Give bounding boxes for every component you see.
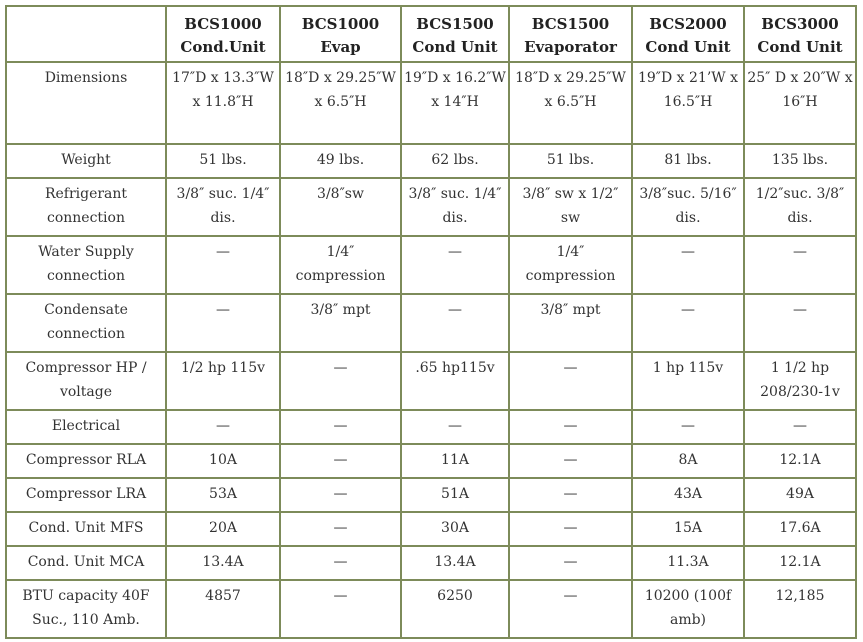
- table-cell: 12,185: [744, 580, 856, 638]
- table-cell: —: [744, 236, 856, 294]
- table-cell: 19″D x 21’W x 16.5″H: [632, 62, 744, 144]
- table-cell: —: [401, 410, 509, 444]
- table-cell: —: [401, 236, 509, 294]
- table-cell: —: [166, 236, 280, 294]
- table-cell: 8A: [632, 444, 744, 478]
- table-cell: 10A: [166, 444, 280, 478]
- table-row: [6, 62, 856, 144]
- table-cell: 81 lbs.: [632, 144, 744, 178]
- column-header: [509, 6, 632, 62]
- table-cell: —: [280, 352, 401, 410]
- table-row: [6, 546, 856, 580]
- row-label: Refrigerant connection: [6, 178, 166, 236]
- table-cell: 15A: [632, 512, 744, 546]
- header-row: [6, 6, 856, 62]
- table-cell: 1/4″ compression: [280, 236, 401, 294]
- table-row: [6, 294, 856, 352]
- row-label: Compressor LRA: [6, 478, 166, 512]
- table-cell: —: [280, 580, 401, 638]
- column-header: [632, 6, 744, 62]
- table-cell: 17.6A: [744, 512, 856, 546]
- table-cell: 43A: [632, 478, 744, 512]
- table-cell: —: [280, 444, 401, 478]
- table-cell: 6250: [401, 580, 509, 638]
- column-unit: Cond Unit: [412, 38, 498, 56]
- table-cell: 11A: [401, 444, 509, 478]
- header-corner: [6, 6, 166, 62]
- table-cell: —: [744, 410, 856, 444]
- table-cell: 11.3A: [632, 546, 744, 580]
- table-cell: 3/8″suc. 5/16″ dis.: [632, 178, 744, 236]
- column-unit: Cond Unit: [757, 38, 843, 56]
- table-cell: —: [509, 410, 632, 444]
- table-cell: —: [401, 294, 509, 352]
- table-cell: 49 lbs.: [280, 144, 401, 178]
- table-row: [6, 512, 856, 546]
- table-cell: 49A: [744, 478, 856, 512]
- column-unit: Evap: [320, 38, 361, 56]
- table-cell: 51 lbs.: [166, 144, 280, 178]
- table-cell: —: [509, 580, 632, 638]
- table-cell: 30A: [401, 512, 509, 546]
- table-cell: 1/2 hp 115v: [166, 352, 280, 410]
- table-cell: —: [744, 294, 856, 352]
- column-model: BCS3000: [761, 15, 839, 33]
- table-cell: 4857: [166, 580, 280, 638]
- table-cell: —: [280, 512, 401, 546]
- table-cell: 13.4A: [166, 546, 280, 580]
- table-cell: —: [280, 410, 401, 444]
- table-cell: 1 hp 115v: [632, 352, 744, 410]
- table-cell: —: [166, 294, 280, 352]
- table-cell: 1/2″suc. 3/8″ dis.: [744, 178, 856, 236]
- table-cell: 18″D x 29.25″W x 6.5″H: [509, 62, 632, 144]
- table-cell: 25″ D x 20″W x 16″H: [744, 62, 856, 144]
- column-unit: Cond.Unit: [180, 38, 266, 56]
- row-label: Water Supply connection: [6, 236, 166, 294]
- table-cell: —: [632, 410, 744, 444]
- column-model: BCS1500: [531, 15, 610, 33]
- table-cell: —: [280, 478, 401, 512]
- table-cell: 135 lbs.: [744, 144, 856, 178]
- column-header: [401, 6, 509, 62]
- row-label: Weight: [6, 144, 166, 178]
- table-cell: —: [166, 410, 280, 444]
- table-cell: 3/8″ mpt: [509, 294, 632, 352]
- table-cell: —: [632, 236, 744, 294]
- row-label: Compressor RLA: [6, 444, 166, 478]
- table-row: [6, 478, 856, 512]
- row-label: Condensate connection: [6, 294, 166, 352]
- table-cell: —: [509, 512, 632, 546]
- table-cell: —: [509, 546, 632, 580]
- table-cell: 10200 (100f amb): [632, 580, 744, 638]
- table-row: [6, 580, 856, 638]
- column-unit: Evaporator: [524, 38, 617, 56]
- table-cell: 12.1A: [744, 546, 856, 580]
- table-cell: —: [509, 352, 632, 410]
- table-cell: .65 hp115v: [401, 352, 509, 410]
- table-cell: 1/4″ compression: [509, 236, 632, 294]
- column-header: [280, 6, 401, 62]
- table-cell: 3/8″ mpt: [280, 294, 401, 352]
- table-cell: —: [280, 546, 401, 580]
- table-row: [6, 144, 856, 178]
- table-cell: 3/8″ suc. 1/4″ dis.: [166, 178, 280, 236]
- table-row: [6, 444, 856, 478]
- table-cell: 13.4A: [401, 546, 509, 580]
- table-cell: 17″D x 13.3″W x 11.8″H: [166, 62, 280, 144]
- table-cell: 1 1/2 hp 208/230-1v: [744, 352, 856, 410]
- column-model: BCS1000: [301, 15, 380, 33]
- table-cell: 3/8″sw: [280, 178, 401, 236]
- column-model: BCS2000: [649, 15, 727, 33]
- row-label: Electrical: [6, 410, 166, 444]
- column-header: [166, 6, 280, 62]
- table-cell: 19″D x 16.2″W x 14″H: [401, 62, 509, 144]
- table-cell: 51A: [401, 478, 509, 512]
- table-cell: 18″D x 29.25″W x 6.5″H: [280, 62, 401, 144]
- table-cell: 3/8″ sw x 1/2″ sw: [509, 178, 632, 236]
- row-label: Dimensions: [6, 62, 166, 144]
- table-cell: —: [632, 294, 744, 352]
- row-label: Cond. Unit MFS: [6, 512, 166, 546]
- column-model: BCS1500: [416, 15, 494, 33]
- table-cell: 51 lbs.: [509, 144, 632, 178]
- row-label: Cond. Unit MCA: [6, 546, 166, 580]
- table-cell: 62 lbs.: [401, 144, 509, 178]
- table-cell: 20A: [166, 512, 280, 546]
- table-row: [6, 352, 856, 410]
- column-header: [744, 6, 856, 62]
- table-cell: —: [509, 478, 632, 512]
- spec-table: [5, 5, 857, 639]
- column-unit: Cond Unit: [645, 38, 731, 56]
- row-label: Compressor HP / voltage: [6, 352, 166, 410]
- table-row: [6, 178, 856, 236]
- table-cell: —: [509, 444, 632, 478]
- table-cell: 3/8″ suc. 1/4″ dis.: [401, 178, 509, 236]
- table-row: [6, 410, 856, 444]
- column-model: BCS1000: [184, 15, 262, 33]
- table-row: [6, 236, 856, 294]
- row-label: BTU capacity 40F Suc., 110 Amb.: [6, 580, 166, 638]
- table-cell: 53A: [166, 478, 280, 512]
- table-cell: 12.1A: [744, 444, 856, 478]
